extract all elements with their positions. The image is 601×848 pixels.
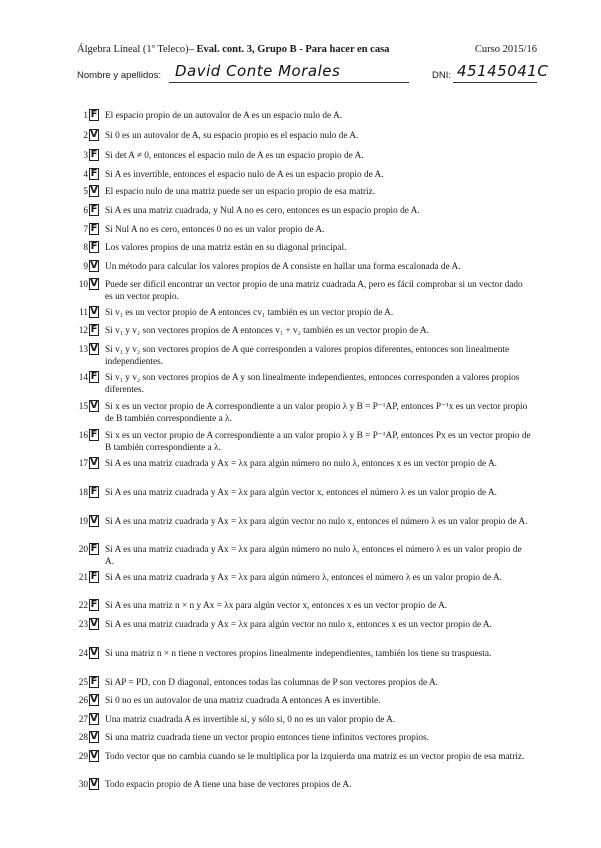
- answer-box[interactable]: F: [90, 486, 98, 497]
- answer-box[interactable]: F: [90, 149, 98, 160]
- answer-box[interactable]: F: [90, 571, 98, 582]
- answer-box[interactable]: V: [90, 306, 98, 317]
- answer-box[interactable]: V: [90, 278, 98, 289]
- answer-box[interactable]: V: [90, 713, 98, 724]
- answer-box[interactable]: V: [90, 731, 98, 742]
- answer-box[interactable]: F: [90, 324, 98, 335]
- dni-handwritten: 45145041C: [457, 62, 549, 80]
- answer-box[interactable]: V: [90, 185, 98, 196]
- name-underline: [169, 82, 409, 83]
- exam-page: Álgebra Lineal (1º Teleco)– Eval. cont. 3, Grupo B - Para hacer en casa Curso 2015/16 Nombre y apellidos: David Conte Morales DNI: 45145041C 1 F El espacio propio de un autovalor de A es un espacio nulo de A. 2 V Si 0 es un autovalor de A, su espacio propio es el espacio nulo de A. 3 F Si det A ≠ 0, entonces el espacio nulo de A es un espacio propio de A. 4 F Si A es invertible, entonces el espacio nulo de A es un espacio propio de A. 5 V El espacio nulo de una matriz puede ser un espacio propio de esa matriz. 6 F Si A es una matriz cuadrada, y Nul A no es cero, entonces es un espacio propio de A. 7 F Si Nul A no es cero, entonces 0 no es un valor propio de A. 8 F Los valores propios de una matriz están en su diagonal principal. 9 V Un método para calcular los valores propios de A consiste en hallar una forma escalonada de A. 10 V Puede ser difícil encontrar un vector propio de una matriz cuadrada A, pero es fácil comprobar si un vector dado es un vector propio. 11 V Si v₁ es un vector propio de A entonces cv₁ también es un vector propio de A. 12 F Si v₁ y v₂ son vectores propios de A entonces v₁ + v₂ también es un vector propio de A. 13 V Si v₁ y v₂ son vectores propios de A que corresponden a valores propios diferentes, entonces son linealmente independientes. 14 F Si v₁ y v₂ son vectores propios de A y son linealmente independientes, entonces corresponden a valores propios diferentes. 15 V Si x es un vector propio de A correspondiente a un valor propio λ y B = P⁻¹AP, entonces P⁻¹x es un vector propio de B también correspondiente a λ. 16 F Si x es un vector propio de A correspondiente a un valor propio λ y B = P⁻¹AP, entonces Px es un vector propio de B también correspondiente a λ. 17 V Si A es una matriz cuadrada y Ax = λx para algún número no nulo λ, entonces x es un vector propio de A. 18 F Si A es una matriz cuadrada y Ax = λx para algún vector x, entonces el número λ es un valor propio de A. 19 V Si A es una matriz cuadrada y Ax = λx para algún vector no nulo x, entonces el número λ es un valor propio de A. 20 F Si A es una matriz cuadrada y Ax = λx para algún número no nulo λ, entonces el número λ es un valor propio de A. 21 F Si A es una matriz cuadrada y Ax = λx para algún número λ, entonces el número λ es un valor propio de A. 22 F Si A es una matriz n × n y Ax = λx para algún vector x, entonces x es un vector propio de A. 23 V Si A es una matriz cuadrada y Ax = λx para algún vector no nulo x, entonces x es un vector propio de A. 24 V Si una matriz n × n tiene n vectores propios linealmente independientes, también los tiene su traspuesta. 25 F Si AP = PD, con D diagonal, entonces todas las columnas de P son vectores propios de A. 26 V Si 0 no es un autovalor de una matriz cuadrada A entonces A es invertible. 27 V Una matriz cuadrada A es invertible si, y sólo si, 0 no es un valor propio de A. 28 V Si una matriz cuadrada tiene un vector propio entonces tiene infinitos vectores propios. 29 V Todo vector que no cambia cuando se le multiplica por la izquierda una matriz es un vector propio de esa matriz. 30 V Todo espacio propio de A tiene una base de vectores propios de A.: [77, 44, 549, 790]
- answer-box[interactable]: V: [90, 515, 98, 526]
- answer-box[interactable]: F: [90, 371, 98, 382]
- name-handwritten: David Conte Morales: [175, 62, 341, 80]
- answer-box[interactable]: F: [90, 223, 98, 234]
- answer-box[interactable]: F: [90, 204, 98, 215]
- answer-box[interactable]: F: [90, 241, 98, 252]
- name-label: Nombre y apellidos:: [77, 70, 161, 81]
- answer-box[interactable]: F: [90, 168, 98, 179]
- answer-box[interactable]: V: [90, 778, 98, 789]
- title-bold: Eval. cont. 3, Grupo B - Para hacer en casa: [196, 44, 390, 55]
- answer-box[interactable]: V: [90, 129, 98, 140]
- answer-box[interactable]: F: [90, 429, 98, 440]
- title-prefix: Álgebra Lineal (1º Teleco)–: [77, 44, 194, 55]
- answer-box[interactable]: F: [90, 543, 98, 554]
- answer-box[interactable]: V: [90, 750, 98, 761]
- answer-box[interactable]: V: [90, 647, 98, 658]
- dni-underline: [453, 82, 537, 83]
- answer-box[interactable]: V: [90, 260, 98, 271]
- course-year: Curso 2015/16: [474, 44, 537, 55]
- answer-box[interactable]: F: [90, 599, 98, 610]
- answer-box[interactable]: V: [90, 343, 98, 354]
- answer-box[interactable]: F: [90, 676, 98, 687]
- answer-box[interactable]: V: [90, 618, 98, 629]
- dni-label: DNI:: [432, 70, 451, 81]
- answer-box[interactable]: F: [90, 109, 98, 120]
- answer-box[interactable]: V: [90, 457, 98, 468]
- answer-box[interactable]: V: [90, 400, 98, 411]
- answer-box[interactable]: V: [90, 694, 98, 705]
- header-title-line: [77, 44, 537, 55]
- header-name-line: [77, 62, 549, 86]
